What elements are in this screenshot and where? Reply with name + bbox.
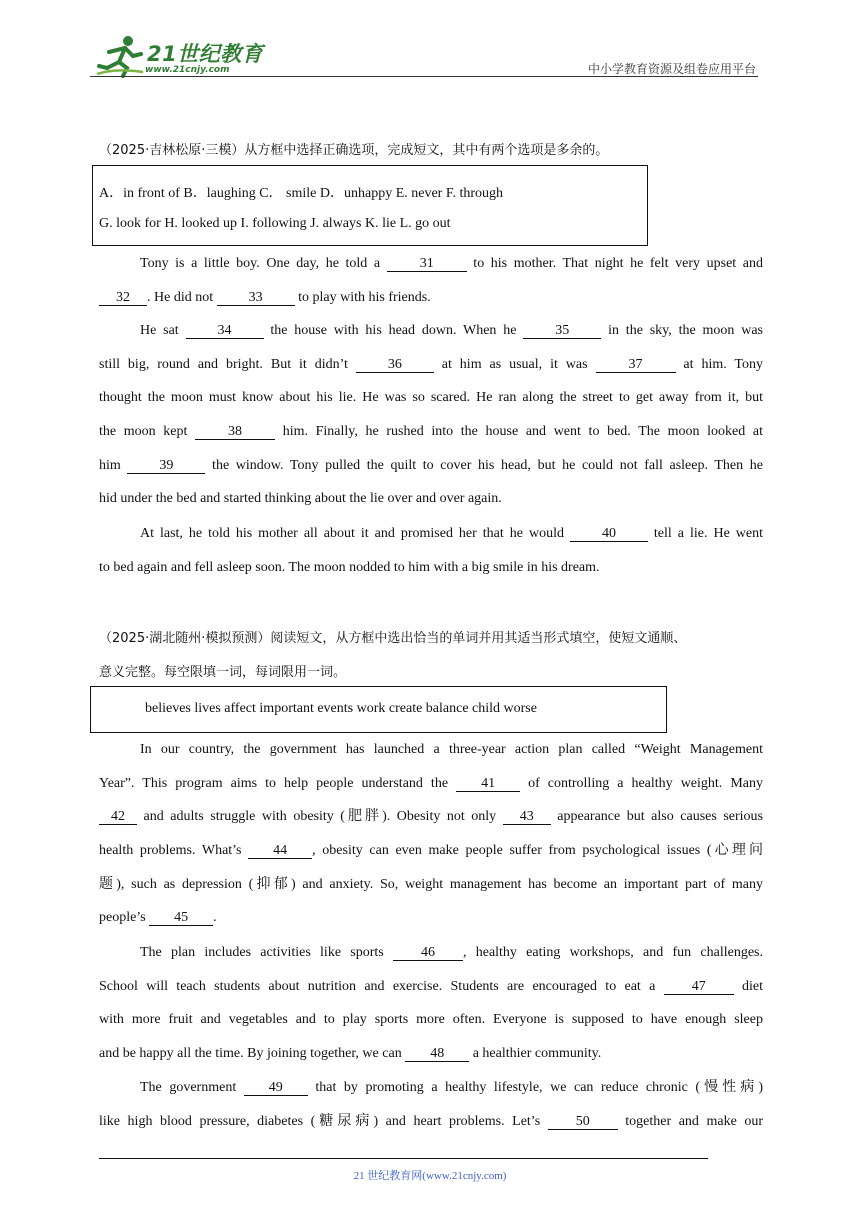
blank-43[interactable]: 43 bbox=[503, 809, 551, 825]
blank-46[interactable]: 46 bbox=[393, 945, 463, 961]
footer-site-link[interactable]: 21 世纪教育网(www.21cnjy.com) bbox=[353, 1170, 507, 1182]
blank-42[interactable]: 42 bbox=[99, 809, 137, 825]
section1-paragraph-2: He sat 34 the house with his head down. When he 35 in the sky, the moon was still big, round and bright. But it didn’t 36 at him as usual, it was 37 at him. Tony thought the moon must know about his lie. He was so scared. He ran along the street to get away from it, but the moon kept 38 him. Finally, he rushed into the house and went to bed. The moon looked at him 39 the window. Tony pulled the quilt to cover his head, but he could not fall asleep. Then he hid under the bed and started thinking about the lie over and over again. bbox=[99, 323, 763, 507]
page-header bbox=[90, 30, 758, 80]
header-platform-name: 中小学教育资源及组卷应用平台 bbox=[587, 62, 756, 76]
blank-41[interactable]: 41 bbox=[456, 776, 520, 792]
section2-paragraph-3: The government 49 that by promoting a healthy lifestyle, we can reduce chronic (慢性病) like high blood pressure, diabetes (糖尿病) and heart problems. Let’s 50 together and make our bbox=[99, 1080, 764, 1129]
site-logo bbox=[95, 34, 270, 78]
runner-logo-icon bbox=[95, 34, 145, 78]
blank-32[interactable]: 32 bbox=[99, 290, 147, 306]
blank-39[interactable]: 39 bbox=[127, 458, 205, 474]
blank-33[interactable]: 33 bbox=[217, 290, 295, 306]
blank-47[interactable]: 47 bbox=[664, 979, 734, 995]
section1-options-box bbox=[92, 165, 648, 246]
blank-38[interactable]: 38 bbox=[195, 424, 275, 440]
blank-36[interactable]: 36 bbox=[356, 357, 434, 373]
blank-48[interactable]: 48 bbox=[405, 1046, 469, 1062]
section1-paragraph-1: Tony is a little boy. One day, he told a 31 to his mother. That night he felt very upset and 32 . He did not 33 to play with his friends. bbox=[99, 247, 763, 314]
blank-37[interactable]: 37 bbox=[596, 357, 676, 373]
footer-divider bbox=[99, 1158, 708, 1159]
blank-34[interactable]: 34 bbox=[186, 323, 264, 339]
blank-31[interactable]: 31 bbox=[387, 256, 467, 272]
section2-instructions-line-1: （2025·湖北随州·模拟预测）阅读短文，从方框中选出恰当的单词并用其适当形式填空，使短文通顺、 bbox=[99, 631, 687, 646]
options-row-2: G. look for H. looked up I. following J. always K. lie L. go out bbox=[99, 216, 451, 231]
blank-45[interactable]: 45 bbox=[149, 910, 213, 926]
section2-instructions-line-2: 意义完整。每空限填一词，每词限用一词。 bbox=[99, 665, 347, 680]
section1-instructions: （2025·吉林松原·三模）从方框中选择正确选项，完成短文，其中有两个选项是多余的。 bbox=[99, 143, 609, 158]
section2-paragraph-1: In our country, the government has launched a three-year action plan called “Weight Management Year”. This program aims to help people understand the 41 of controlling a healthy weight. Many 42 and adults struggle with obesity (肥胖). Obesity not only 43 appearance but also causes serious health problems. What’s 44 , obesity can even make people suffer from psychological issues (心理问 题), such as depression (抑郁) and anxiety. So, weight management has become an important part of many people’s 45 . bbox=[99, 742, 764, 926]
blank-50[interactable]: 50 bbox=[548, 1114, 618, 1130]
blank-40[interactable]: 40 bbox=[570, 526, 648, 542]
word-bank: believes lives affect important events work create balance child worse bbox=[145, 701, 537, 716]
blank-35[interactable]: 35 bbox=[523, 323, 601, 339]
section1-paragraph-3: At last, he told his mother all about it and promised her that he would 40 tell a lie. He went to bed again and fell asleep soon. The moon nodded to him with a big smile in his dream. bbox=[99, 526, 763, 575]
section2-paragraph-2: The plan includes activities like sports 46 , healthy eating workshops, and fun challenges. School will teach students about nutrition and exercise. Students are encouraged to eat a 47 diet with more fruit and vegetables and to play sports more often. Everyone is supposed to have enough sleep and be happy all the time. By joining together, we can 48 a healthier community. bbox=[99, 945, 763, 1062]
blank-44[interactable]: 44 bbox=[248, 843, 312, 859]
logo-text: 21世纪教育 bbox=[147, 42, 264, 66]
logo-url: www.21cnjy.com bbox=[145, 65, 230, 75]
blank-49[interactable]: 49 bbox=[244, 1080, 308, 1096]
section2-word-box bbox=[90, 686, 667, 733]
options-row-1: A．in front of B．laughing C． smile D．unhappy E. never F. through bbox=[99, 186, 504, 201]
header-divider bbox=[90, 76, 758, 77]
